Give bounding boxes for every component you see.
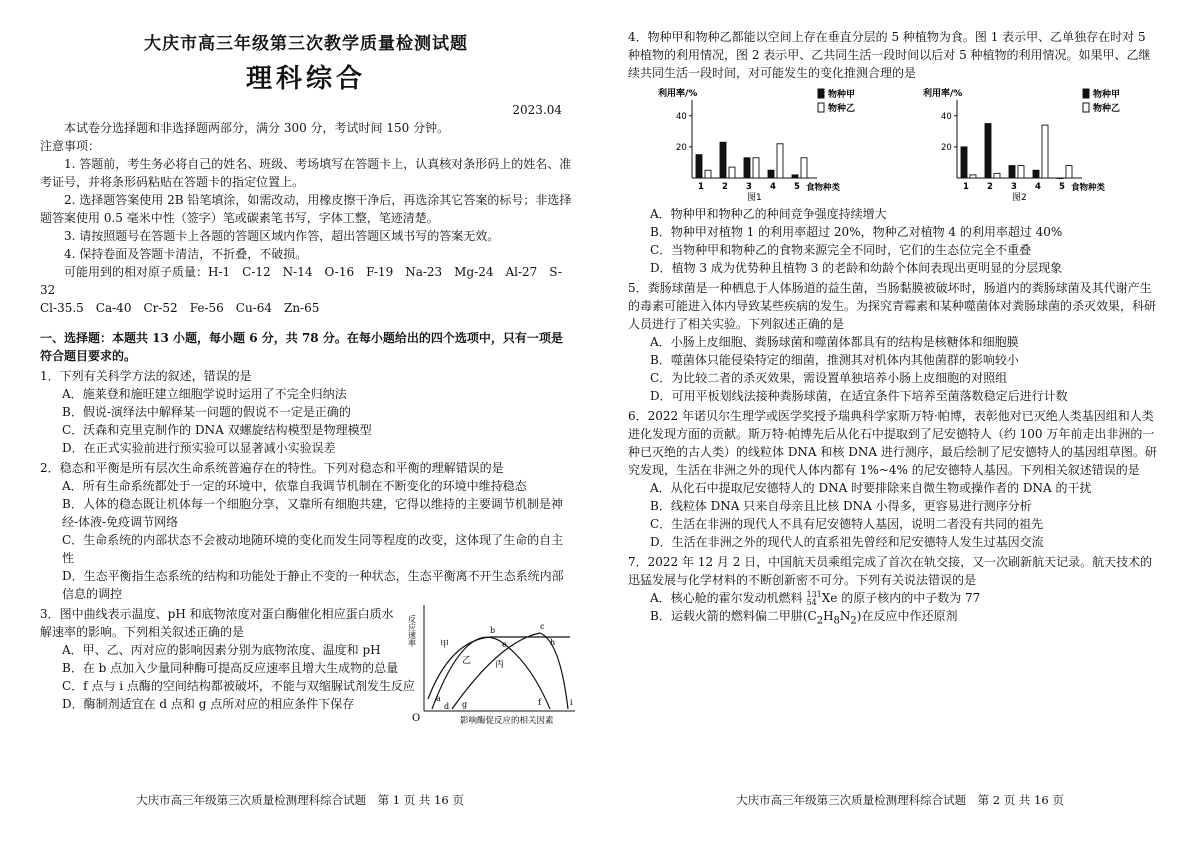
question-option: A．甲、乙、丙对应的影响因素分别为底物浓度、温度和 pH (62, 642, 381, 657)
point-label: f (538, 697, 541, 707)
legend-label: 物种甲 (828, 90, 856, 100)
question-option: B．在 b 点加入少量同种酶可提高反应速率且增大生成物的总量 (62, 660, 399, 675)
bar-jia (768, 170, 774, 178)
bar-jia (720, 142, 726, 178)
question-5 (628, 279, 1160, 405)
question-option: C．生活在非洲的现代人不具有尼安德特人基因，说明二者没有共同的祖先 (650, 517, 1044, 531)
notice-item: 4. 保持卷面及答题卡清洁，不折叠，不破损。 (64, 246, 308, 261)
q4-charts (658, 86, 1160, 201)
question-option: C．当物种甲和物种乙的食物来源完全不同时，它们的生态位完全不重叠 (650, 243, 1032, 257)
point-label: h (550, 637, 556, 647)
question-option: A．从化石中提取尼安德特人的 DNA 时要排除来自微生物或操作者的 DNA 的干扰 (650, 481, 1092, 495)
question-option: D．生活在非洲之外的现代人的直系祖先曾经和尼安德特人发生过基因交流 (650, 535, 1044, 549)
atomic-number: 54 (806, 597, 817, 607)
option-text: H (823, 609, 834, 623)
point-label: d (444, 701, 450, 711)
curve-yi (432, 637, 550, 709)
question-option: D．生态平衡指生态系统的结构和功能处于静止不变的一种状态，生态平衡离不开生态系统内部信息的调控 (62, 568, 564, 601)
notice-item: 2. 选择题答案使用 2B 铅笔填涂，如需改动，用橡皮擦干净后，再选涂其它答案的标号；非选择题答案使用 0.5 毫米中性（签字）笔或碳素笔书写，字体工整，笔迹清楚。 (40, 192, 572, 225)
x-tick-label: 5 (1059, 182, 1065, 192)
bar-chart-fig1 (658, 86, 883, 201)
bar-yi (994, 173, 1000, 178)
subscript: 8 (833, 615, 840, 627)
page-footer: 大庆市高三年级第三次质量检测理科综合试题 第 1 页 共 16 页 (136, 792, 464, 807)
question-option: B．假说-演绎法中解释某一问题的假说不一定是正确的 (62, 404, 351, 419)
question-stem: 7．2022 年 12 月 2 日，中国航天员乘组完成了首次在轨交接，又一次刷新航天记录。航天技术的迅猛发展与化学材料的不断创新密不可分。下列有关说法错误的是 (628, 555, 1153, 587)
y-axis-label: 利用率/% (923, 89, 963, 99)
question-option: B．人体的稳态既让机体每一个细胞分享，又靠所有细胞共建，它得以维持的主要调节机制是神经-体液-免疫调节网络 (62, 496, 563, 529)
legend-swatch (1083, 89, 1089, 98)
point-label: a (436, 693, 441, 703)
question-stem: 6．2022 年诺贝尔生理学或医学奖授予瑞典科学家斯万特·帕博，表彰他对已灭绝人类基因组和人类进化发现方面的贡献。斯万特·帕博先后从化石中提取到了尼安德特人（约 100 万年前走出非洲的一种已灭绝的古人类）的线粒体 DNA 和核 DNA 进行测序，最后绘制了尼安德特人的基因组草图。研究发现，生活在非洲之外的现代人体内都有 1%~4% 的尼安德特人基因。下列相关叙述错误的是 (628, 409, 1157, 477)
question-option: A．小肠上皮细胞、粪肠球菌和噬菌体都具有的结构是核糖体和细胞膜 (650, 335, 1019, 349)
bar-yi (729, 167, 735, 178)
question-7 (628, 553, 1160, 628)
question-option: B．线粒体 DNA 只来自母亲且比核 DNA 小得多，更容易进行测序分析 (650, 499, 1032, 513)
point-label: b (490, 625, 496, 635)
bar-yi (1066, 166, 1072, 178)
question-option: D．可用平板划线法接种粪肠球菌，在适宜条件下培养至菌落数稳定后进行计数 (650, 389, 1068, 403)
atomic-mass-line: Cl-35.5 Ca-40 Cr-52 Fe-56 Cu-64 Zn-65 (40, 300, 320, 315)
x-tick-label: 2 (987, 182, 993, 192)
bar-jia (1057, 178, 1063, 179)
enzyme-rate-graph (407, 601, 580, 726)
question-stem: 3．图中曲线表示温度、pH 和底物浓度对蛋白酶催化相应蛋白质水解速率的影响。下列相关叙述正确的是 (40, 606, 394, 639)
question-option: C．为比较二者的杀灭效果，需设置单独培养小肠上皮细胞的对照组 (650, 371, 1008, 385)
exam-intro: 本试卷分选择题和非选择题两部分，满分 300 分，考试时间 150 分钟。 (64, 120, 450, 135)
x-tick-label: 4 (770, 182, 776, 192)
bar-yi (1042, 125, 1048, 178)
question-2 (40, 459, 572, 603)
y-tick-label: 20 (941, 142, 952, 153)
question-option: C．f 点与 i 点酶的空间结构都被破坏，不能与双缩脲试剂发生反应 (62, 678, 415, 693)
question-stem: 5．粪肠球菌是一种栖息于人体肠道的益生菌，当肠黏膜被破坏时，肠道内的粪肠球菌及其代谢产生的毒素可能进入体内导致某些疾病的发生。为探究青霉素和某种噬菌体对粪肠球菌的杀灭效果，科研人员进行了相关实验。下列叙述正确的是 (628, 281, 1157, 331)
question-option: B．物种甲对植物 1 的利用率超过 20%，物种乙对植物 4 的利用率超过 40% (650, 225, 1063, 239)
legend-label: 物种乙 (828, 104, 856, 114)
legend-swatch (1083, 103, 1089, 112)
point-label: e (502, 639, 507, 649)
section-heading: 一、选择题：本题共 13 小题，每小题 6 分，共 78 分。在每小题给出的四个选项中，只有一项是符合题目要求的。 (40, 330, 563, 363)
bar-jia (1033, 170, 1039, 178)
exam-title: 大庆市高三年级第三次教学质量检测试题 (144, 34, 468, 54)
page-right (600, 0, 1200, 849)
point-label: c (540, 621, 545, 631)
question-1 (40, 367, 572, 457)
legend-swatch (818, 89, 824, 98)
x-tick-label: 1 (698, 182, 704, 192)
question-option: D．植物 3 成为优势种且植物 3 的老龄和幼龄个体间表现出更明显的分层现象 (650, 261, 1063, 275)
question-option: A．物种甲和物种乙的种间竞争强度持续增大 (650, 207, 887, 221)
x-tick-label: 3 (746, 182, 752, 192)
y-tick-label: 40 (941, 111, 952, 122)
bar-yi (777, 144, 783, 178)
question-option (628, 589, 1160, 607)
x-axis-label: 食物种类 (1071, 183, 1106, 193)
question-stem: 4．物种甲和物种乙都能以空间上存在垂直分层的 5 种植物为食。图 1 表示甲、乙单独存在时对 5 种植物的利用情况，图 2 表示甲、乙共同生活一段时间以后对 5 种植物的利用情况。如果甲、乙继续共同生活一段时间，对可能发生的变化推测合理的是 (628, 30, 1151, 80)
curve-label-bing: 丙 (495, 659, 505, 670)
curve-label-jia: 甲 (440, 639, 450, 650)
point-label: g (462, 699, 468, 709)
x-tick-label: 3 (1011, 182, 1017, 192)
legend-swatch (818, 103, 824, 112)
exam-subject: 理科综合 (245, 63, 366, 94)
x-tick-label: 1 (963, 182, 969, 192)
curve-label-yi: 乙 (462, 655, 472, 666)
question-3 (40, 605, 573, 726)
question-stem: 1．下列有关科学方法的叙述，错误的是 (40, 368, 252, 383)
question-option: C．生命系统的内部状态不会被动地随环境的变化而发生同等程度的改变，这体现了生命的自主性 (62, 532, 564, 565)
bar-yi (801, 158, 807, 178)
subscript: 2 (816, 615, 824, 627)
graph-xlabel: 影响酶促反应的相关因素 (460, 715, 554, 726)
legend-label: 物种乙 (1093, 104, 1121, 114)
question-option: C．沃森和克里克制作的 DNA 双螺旋结构模型是物理模型 (62, 422, 372, 437)
exam-date: 2023.04 (512, 102, 562, 117)
bar-yi (970, 175, 976, 178)
bar-jia (696, 155, 702, 178)
option-text: N (839, 609, 851, 623)
notice-title: 注意事项： (40, 138, 101, 153)
bar-yi (1018, 166, 1024, 178)
nuclide-index (806, 591, 821, 607)
y-tick-label: 20 (676, 142, 687, 153)
question-option: D．酶制剂适宜在 d 点和 g 点所对应的相应条件下保存 (62, 696, 355, 711)
chart-title: 图1 (747, 193, 762, 203)
question-option: A．所有生命系统都处于一定的环境中，依靠自我调节机制在不断变化的环境中维持稳态 (62, 478, 527, 493)
notice-item: 3. 请按照题号在答题卡上各题的答题区域内作答，超出答题区域书写的答案无效。 (64, 228, 500, 243)
legend-label: 物种甲 (1093, 90, 1121, 100)
subscript: 2 (850, 615, 857, 627)
graph-ylabel: 反应速率 (407, 614, 417, 647)
question-option: B．噬菌体只能侵染特定的细菌，推测其对机体内其他菌群的影响较小 (650, 353, 1019, 367)
x-tick-label: 2 (722, 182, 728, 192)
graph-origin: O (412, 712, 421, 724)
question-option: D．在正式实验前进行预实验可以显著减小实验误差 (62, 440, 336, 455)
mass-number: 131 (806, 589, 822, 599)
option-text: A．核心舱的霍尔发动机燃料 (650, 591, 807, 605)
bar-jia (744, 158, 750, 178)
question-6 (628, 407, 1160, 551)
question-option (628, 607, 1160, 628)
option-text: )在反应中作还原剂 (856, 609, 958, 623)
question-stem: 2．稳态和平衡是所有层次生命系统普遍存在的特性。下列对稳态和平衡的理解错误的是 (40, 460, 504, 475)
bar-jia (1009, 166, 1015, 178)
bar-chart-fig2 (923, 86, 1148, 201)
page-footer: 大庆市高三年级第三次质量检测理科综合试题 第 2 页 共 16 页 (736, 792, 1064, 807)
chart-title: 图2 (1012, 193, 1027, 203)
x-tick-label: 4 (1035, 182, 1041, 192)
option-text: B．运载火箭的燃料偏二甲肼(C (650, 609, 817, 623)
y-axis-label: 利用率/% (658, 89, 698, 99)
option-text: 的原子核内的中子数为 77 (837, 591, 981, 605)
element-symbol: Xe (821, 591, 838, 605)
atomic-mass-line: 可能用到的相对原子质量：H-1 C-12 N-14 O-16 F-19 Na-23 Mg-24 Al-27 S-32 (40, 264, 563, 297)
bar-jia (961, 147, 967, 178)
x-axis-label: 食物种类 (806, 183, 841, 193)
bar-jia (985, 124, 991, 178)
bar-yi (705, 170, 711, 178)
point-label: i (570, 697, 573, 707)
x-tick-label: 5 (794, 182, 800, 192)
notice-item: 1. 答题前，考生务必将自己的姓名、班级、考场填写在答题卡上，认真核对条形码上的姓名、准考证号，并将条形码粘贴在答题卡的指定位置上。 (40, 156, 572, 189)
bar-jia (792, 175, 798, 178)
y-tick-label: 40 (676, 111, 687, 122)
bar-yi (753, 158, 759, 178)
question-4 (628, 28, 1160, 277)
question-option: A．施莱登和施旺建立细胞学说时运用了不完全归纳法 (62, 386, 347, 401)
